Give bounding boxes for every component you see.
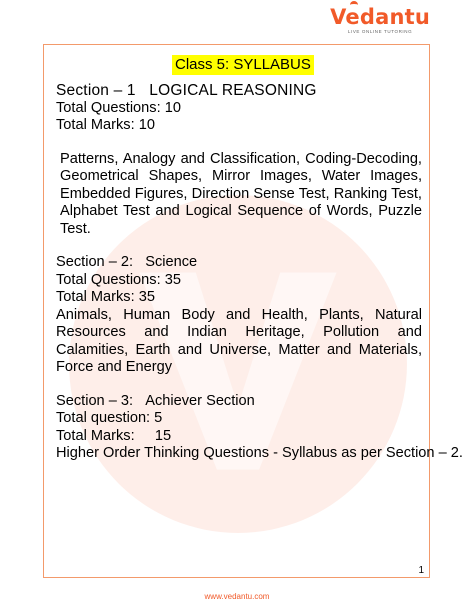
page-title: Class 5: SYLLABUS [172, 55, 314, 75]
total-questions: Total Questions: 35 [56, 271, 181, 288]
footer-website-link[interactable]: www.vedantu.com [204, 592, 270, 601]
total-marks: Total Marks: 35 [56, 289, 155, 305]
total-questions: Total question: 5 [56, 410, 163, 426]
section-heading: Section – 3: Achiever Section [56, 392, 255, 409]
section-1 [56, 82, 422, 238]
total-marks: Total Marks: 10 [56, 117, 155, 133]
section-topics: Patterns, Analogy and Classification, Coding-Decoding, Geometrical Shapes, Mirror Images, Water Images, Embedded Figures, Direction Sense Test, Ranking Test, Alphabet Test and Logical Sequence of Words, Puzzle Test. [60, 150, 422, 237]
logo-tagline: LIVE ONLINE TUTORING [347, 29, 413, 34]
page-number: 1 [418, 565, 424, 576]
syllabus-content [56, 82, 463, 463]
logo-wordmark: Vedantu [330, 6, 430, 28]
section-3 [56, 392, 463, 463]
section-2 [56, 254, 422, 377]
section-heading: Section – 1 LOGICAL REASONING [56, 82, 317, 99]
section-topics: Higher Order Thinking Questions - Syllabus as per Section – 2. [56, 445, 463, 461]
vedantu-logo [330, 6, 430, 34]
logo-cap-icon [350, 1, 358, 9]
section-topics: Animals, Human Body and Health, Plants, Natural Resources and Indian Heritage, Pollution and Calamities, Earth and Universe, Matter and Materials, Force and Energy [56, 306, 422, 375]
total-marks: Total Marks: 15 [56, 427, 172, 444]
total-questions: Total Questions: 10 [56, 99, 181, 116]
section-heading: Section – 2: Science [56, 254, 198, 270]
